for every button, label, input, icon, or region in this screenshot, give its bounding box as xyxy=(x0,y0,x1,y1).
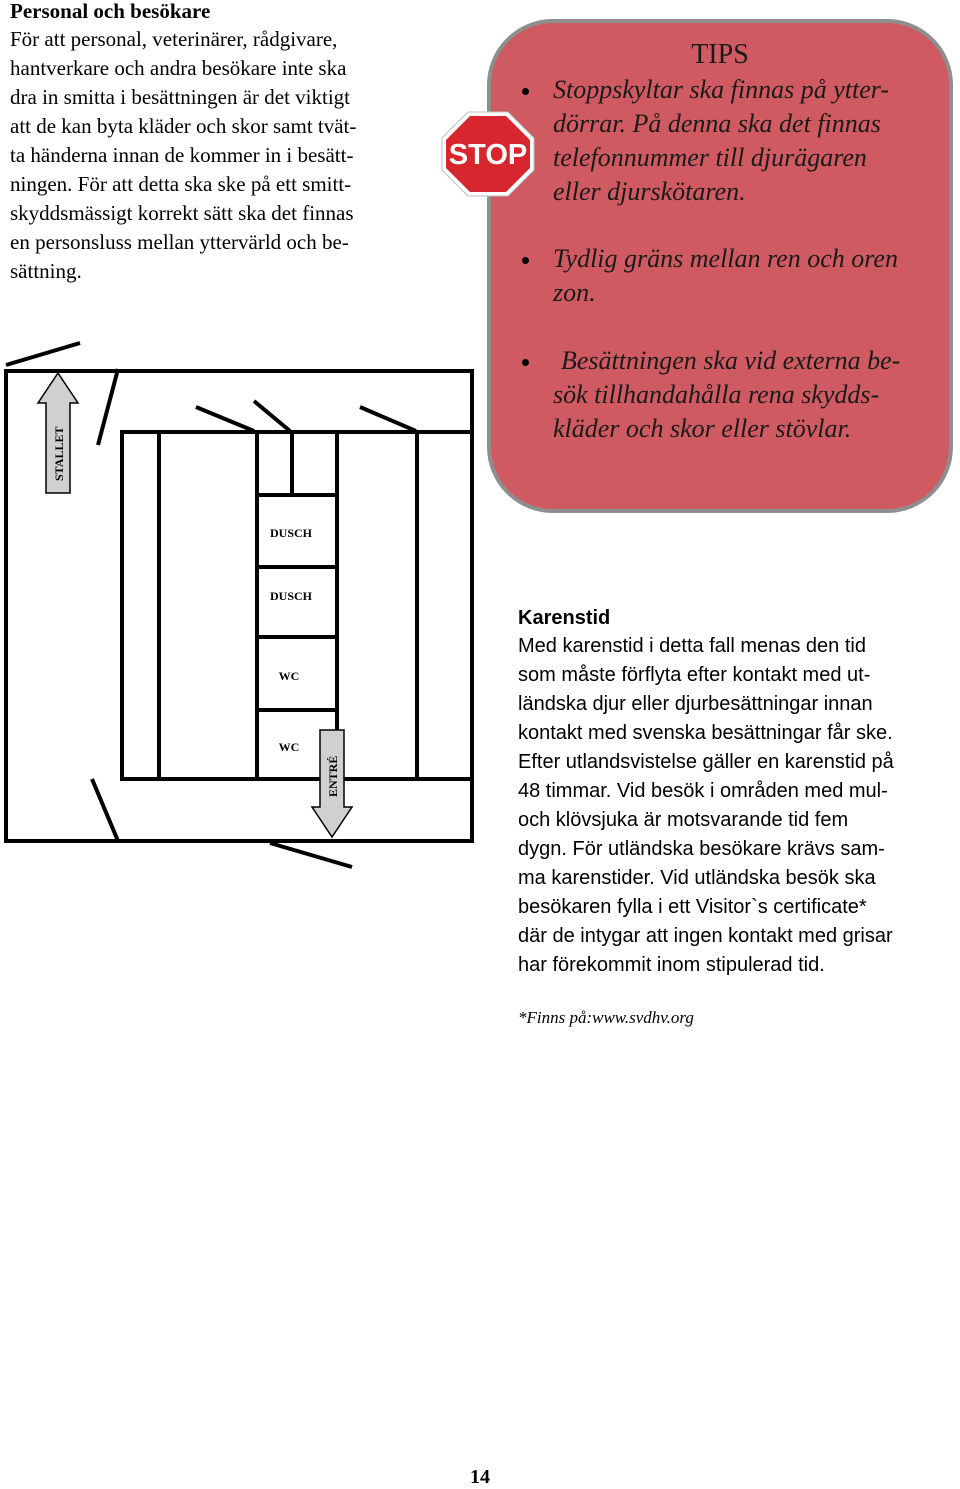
intro-line: skyddsmässigt korrekt sätt ska det finnas xyxy=(10,201,354,225)
tip-item xyxy=(553,73,953,209)
door-leaf xyxy=(270,843,352,867)
bullet-icon xyxy=(522,359,529,366)
karenstid-line: där de intygar att ingen kontakt med grisar xyxy=(518,925,893,947)
stallet-label: STALLET xyxy=(52,426,66,481)
room-label-dusch-1: DUSCH xyxy=(269,526,313,540)
intro-line: sättning. xyxy=(10,259,82,283)
karenstid-line: har förekommit inom stipulerad tid. xyxy=(518,954,825,976)
door-leaf xyxy=(98,369,118,445)
intro-line: hantverkare och andra besökare inte ska xyxy=(10,56,347,80)
intro-line: dra in smitta i besättningen är det viktigt xyxy=(10,85,351,109)
karenstid-title: Karenstid xyxy=(518,607,611,629)
room-label-wc-1: WC xyxy=(278,669,300,683)
intro-title: Personal och besökare xyxy=(10,0,211,23)
tip-line: Stoppskyltar ska finnas på ytter- xyxy=(553,75,889,104)
door-leaf xyxy=(196,407,254,431)
tips-list xyxy=(491,23,949,509)
karenstid-line: ländska djur eller djurbesättningar innan xyxy=(518,693,873,715)
bullet-icon xyxy=(522,88,529,95)
door-leaf xyxy=(254,401,290,431)
karenstid-line: kontakt med svenska besättningar får ske. xyxy=(518,722,893,744)
stop-sign-icon xyxy=(440,110,536,198)
karenstid-body xyxy=(518,632,894,980)
tip-line: Tydlig gräns mellan ren och oren xyxy=(553,244,898,273)
tips-box xyxy=(487,19,953,513)
stop-sign-text: STOP xyxy=(448,139,528,171)
room-column xyxy=(257,432,337,779)
karenstid-line: och klövsjuka är motsvarande tid fem xyxy=(518,809,849,831)
tips-heading: TIPS xyxy=(691,39,749,70)
door-leaf xyxy=(92,779,118,841)
room-label-wc-2: WC xyxy=(278,740,300,754)
tip-line: telefonnummer till djurägaren xyxy=(553,143,867,172)
floorplan-diagram xyxy=(0,335,480,875)
door-leaf xyxy=(6,343,80,365)
intro-line: en personsluss mellan yttervärld och be- xyxy=(10,230,349,254)
tip-item xyxy=(553,242,953,310)
tip-line: zon. xyxy=(553,278,596,307)
footnote: *Finns på:www.svdhv.org xyxy=(518,1008,694,1027)
tip-line: Besättningen ska vid externa be- xyxy=(561,346,901,375)
tip-line: dörrar. På denna ska det finnas xyxy=(553,109,881,138)
page-number: 14 xyxy=(470,1466,490,1488)
karenstid-line: besökaren fylla i ett Visitor`s certificate* xyxy=(518,896,867,918)
room-label-dusch-2: DUSCH xyxy=(269,589,313,603)
tip-item xyxy=(553,344,960,446)
outer-wall xyxy=(6,371,472,841)
door-leaf xyxy=(360,407,416,431)
entre-label: ENTRÉ xyxy=(326,755,340,797)
intro-line: ta händerna innan de kommer in i besätt- xyxy=(10,143,354,167)
tip-line: kläder och skor eller stövlar. xyxy=(553,414,852,443)
intro-body xyxy=(10,25,430,286)
karenstid-line: dygn. För utländska besökare krävs sam- xyxy=(518,838,885,860)
karenstid-line: ma karenstider. Vid utländska besök ska xyxy=(518,867,876,889)
intro-line: ningen. För att detta ska ske på ett smitt- xyxy=(10,172,352,196)
intro-line: För att personal, veterinärer, rådgivare, xyxy=(10,27,338,51)
inner-zone-wall xyxy=(122,432,472,779)
bullet-icon xyxy=(522,257,529,264)
intro-line: att de kan byta kläder och skor samt tvät- xyxy=(10,114,357,138)
tip-line: sök tillhandahålla rena skydds- xyxy=(553,380,880,409)
tip-line: eller djurskötaren. xyxy=(553,177,746,206)
karenstid-line: Efter utlandsvistelse gäller en karenstid på xyxy=(518,751,894,773)
karenstid-line: 48 timmar. Vid besök i områden med mul- xyxy=(518,780,888,802)
karenstid-line: som måste förflyta efter kontakt med ut- xyxy=(518,664,871,686)
karenstid-line: Med karenstid i detta fall menas den tid xyxy=(518,635,866,657)
